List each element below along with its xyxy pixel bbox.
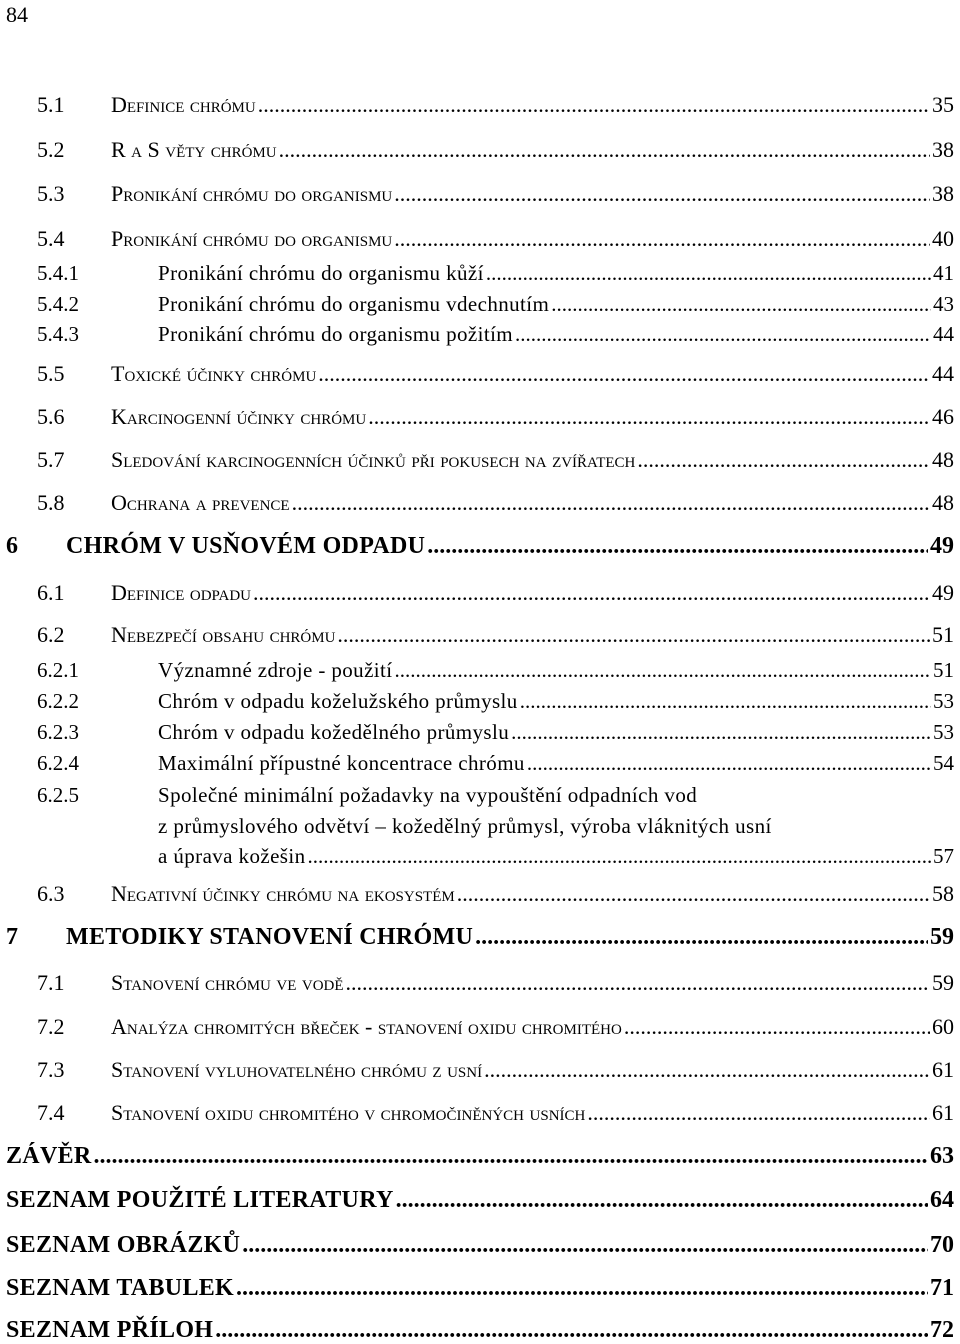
toc-entry[interactable] bbox=[37, 1057, 954, 1083]
toc-leader-dots bbox=[515, 322, 931, 347]
toc-entry-page: 58 bbox=[932, 881, 954, 906]
toc-entry[interactable] bbox=[6, 1232, 954, 1259]
toc-entry[interactable] bbox=[37, 226, 954, 252]
toc-entry[interactable] bbox=[37, 490, 954, 516]
toc-entry-title: Karcinogenní účinky chrómu bbox=[111, 404, 367, 429]
toc-entry-page: 46 bbox=[932, 404, 954, 429]
toc-entry-title: Analýza chromitých břeček - stanovení oxidu chromitého bbox=[111, 1014, 622, 1039]
toc-entry-title-line-2: z průmyslového odvětví – kožedělný průmysl, výroba vláknitých usní bbox=[158, 814, 772, 838]
toc-entry-multiline-end[interactable] bbox=[158, 844, 954, 869]
toc-leader-dots bbox=[368, 404, 930, 430]
toc-leader-dots bbox=[94, 1143, 928, 1170]
toc-leader-dots bbox=[394, 181, 930, 207]
toc-entry[interactable] bbox=[6, 1317, 954, 1344]
toc-leader-dots bbox=[395, 658, 932, 683]
toc-entry-title: R a S věty chrómu bbox=[111, 137, 277, 162]
toc-leader-dots bbox=[551, 292, 931, 317]
toc-entry-title: Definice odpadu bbox=[111, 580, 252, 605]
toc-leader-dots bbox=[236, 1275, 928, 1302]
toc-entry[interactable] bbox=[37, 261, 954, 286]
toc-leader-dots bbox=[427, 533, 928, 560]
toc-entry[interactable] bbox=[6, 924, 954, 951]
toc-entry-page: 61 bbox=[932, 1100, 954, 1125]
toc-entry-page: 48 bbox=[932, 447, 954, 472]
toc-entry-title: SEZNAM TABULEK bbox=[6, 1275, 235, 1301]
toc-entry-number: 6.2 bbox=[37, 622, 65, 647]
toc-entry-page: 53 bbox=[933, 689, 954, 713]
toc-entry-title: Maximální přípustné koncentrace chrómu bbox=[158, 751, 525, 775]
toc-entry-title: Stanovení vyluhovatelného chrómu z usní bbox=[111, 1057, 483, 1082]
toc-entry-title: ZÁVĚR bbox=[6, 1143, 92, 1169]
toc-entry-number: 5.8 bbox=[37, 490, 65, 515]
toc-entry-title: Pronikání chrómu do organismu vdechnutím bbox=[158, 292, 550, 316]
toc-entry-title: METODIKY STANOVENÍ CHRÓMU bbox=[66, 924, 474, 950]
toc-entry-title: SEZNAM POUŽITÉ LITERATURY bbox=[6, 1187, 394, 1213]
toc-entry-title: SEZNAM OBRÁZKŮ bbox=[6, 1232, 241, 1258]
toc-leader-dots bbox=[457, 881, 930, 907]
toc-entry-page: 70 bbox=[930, 1232, 954, 1258]
toc-entry-page: 38 bbox=[932, 137, 954, 162]
toc-entry[interactable] bbox=[37, 970, 954, 996]
toc-entry-page: 60 bbox=[932, 1014, 954, 1039]
toc-leader-dots bbox=[346, 970, 930, 996]
toc-entry-title: Stanovení chrómu ve vodě bbox=[111, 970, 344, 995]
toc-entry-title: Chróm v odpadu koželužského průmyslu bbox=[158, 689, 518, 713]
toc-entry[interactable] bbox=[37, 881, 954, 907]
toc-entry-number: 6.2.3 bbox=[37, 720, 79, 744]
toc-entry-page: 51 bbox=[932, 622, 954, 647]
toc-entry-number: 6.2.1 bbox=[37, 658, 79, 682]
toc-entry-number: 5.3 bbox=[37, 181, 65, 206]
toc-leader-dots bbox=[318, 361, 930, 387]
toc-entry-title-line-1: Společné minimální požadavky na vypouštění odpadních vod bbox=[158, 783, 698, 807]
toc-entry[interactable] bbox=[37, 622, 954, 648]
toc-entry-page: 61 bbox=[932, 1057, 954, 1082]
toc-entry-page: 43 bbox=[933, 292, 954, 316]
page-number: 84 bbox=[6, 2, 28, 27]
toc-entry-page: 41 bbox=[933, 261, 954, 285]
toc-entry-multiline[interactable] bbox=[37, 783, 954, 808]
toc-entry-number: 6.1 bbox=[37, 580, 65, 605]
toc-entry-number: 5.5 bbox=[37, 361, 65, 386]
toc-entry[interactable] bbox=[37, 447, 954, 473]
toc-leader-dots bbox=[587, 1100, 930, 1126]
toc-entry[interactable] bbox=[37, 92, 954, 118]
toc-entry-number: 7.4 bbox=[37, 1100, 65, 1125]
toc-entry-page: 44 bbox=[932, 361, 954, 386]
toc-entry-page: 35 bbox=[932, 92, 954, 117]
toc-leader-dots bbox=[258, 92, 930, 118]
toc-entry-number: 6.2.4 bbox=[37, 751, 79, 775]
toc-entry[interactable] bbox=[37, 1014, 954, 1040]
toc-entry-page: 53 bbox=[933, 720, 954, 744]
toc-leader-dots bbox=[637, 447, 930, 473]
toc-leader-dots bbox=[624, 1014, 930, 1040]
toc-entry-number: 5.4.2 bbox=[37, 292, 79, 316]
toc-entry-page: 54 bbox=[933, 751, 954, 775]
toc-entry-page: 59 bbox=[932, 970, 954, 995]
toc-entry-number: 5.4.1 bbox=[37, 261, 79, 285]
toc-entry[interactable] bbox=[37, 1100, 954, 1126]
toc-entry-number: 6 bbox=[6, 533, 18, 559]
toc-entry-page: 71 bbox=[930, 1275, 954, 1301]
toc-leader-dots bbox=[279, 137, 930, 163]
toc-entry-page: 72 bbox=[930, 1317, 954, 1343]
toc-entry-number: 5.6 bbox=[37, 404, 65, 429]
toc-leader-dots bbox=[242, 1232, 928, 1259]
toc-leader-dots bbox=[308, 844, 931, 869]
toc-entry[interactable] bbox=[6, 1187, 954, 1214]
toc-entry[interactable] bbox=[37, 689, 954, 714]
toc-entry-title: Nebezpečí obsahu chrómu bbox=[111, 622, 336, 647]
toc-entry-title: Negativní účinky chrómu na ekosystém bbox=[111, 881, 455, 906]
toc-entry-number: 5.7 bbox=[37, 447, 65, 472]
toc-entry-number: 5.4 bbox=[37, 226, 65, 251]
toc-entry[interactable] bbox=[37, 137, 954, 163]
toc-entry-title: Pronikání chrómu do organismu požitím bbox=[158, 322, 514, 346]
toc-leader-dots bbox=[215, 1317, 928, 1344]
toc-entry-number: 7.2 bbox=[37, 1014, 65, 1039]
toc-entry-page: 63 bbox=[930, 1143, 954, 1169]
toc-entry[interactable] bbox=[6, 1143, 954, 1170]
toc-entry-title-line-3: a úprava kožešin bbox=[158, 844, 306, 868]
toc-entry-title: Sledování karcinogenních účinků při pokusech na zvířatech bbox=[111, 447, 636, 472]
toc-entry[interactable] bbox=[37, 720, 954, 745]
toc-entry-number: 7.1 bbox=[37, 970, 65, 995]
toc-entry[interactable] bbox=[37, 751, 954, 776]
toc-entry[interactable] bbox=[37, 404, 954, 430]
toc-entry-number: 5.4.3 bbox=[37, 322, 79, 346]
toc-entry[interactable] bbox=[37, 181, 954, 207]
toc-entry-title: SEZNAM PŘÍLOH bbox=[6, 1317, 214, 1343]
toc-entry-title: Toxické účinky chrómu bbox=[111, 361, 317, 386]
toc-entry-title: Chróm v odpadu kožedělného průmyslu bbox=[158, 720, 510, 744]
toc-entry-page: 48 bbox=[932, 490, 954, 515]
toc-entry[interactable] bbox=[37, 580, 954, 606]
toc-entry[interactable] bbox=[37, 658, 954, 683]
toc-entry[interactable] bbox=[6, 1275, 954, 1302]
toc-entry-number: 5.2 bbox=[37, 137, 65, 162]
toc-entry-number: 7 bbox=[6, 924, 18, 950]
toc-leader-dots bbox=[475, 924, 928, 951]
toc-entry-page: 40 bbox=[932, 226, 954, 251]
toc-entry-number: 6.3 bbox=[37, 881, 65, 906]
toc-leader-dots bbox=[511, 720, 931, 745]
toc-entry-page: 59 bbox=[930, 924, 954, 950]
toc-entry-number: 6.2.2 bbox=[37, 689, 79, 713]
toc-entry-title: Významné zdroje - použití bbox=[158, 658, 393, 682]
toc-entry-number: 7.3 bbox=[37, 1057, 65, 1082]
toc-entry-title: Definice chrómu bbox=[111, 92, 256, 117]
toc-entry-number: 5.1 bbox=[37, 92, 65, 117]
toc-leader-dots bbox=[484, 1057, 930, 1083]
toc-entry-page: 51 bbox=[933, 658, 954, 682]
toc-leader-dots bbox=[253, 580, 930, 606]
toc-entry-page: 38 bbox=[932, 181, 954, 206]
toc-leader-dots bbox=[396, 1187, 928, 1214]
toc-leader-dots bbox=[486, 261, 931, 286]
toc-entry-page: 57 bbox=[933, 844, 954, 868]
toc-entry-page: 49 bbox=[930, 533, 954, 559]
toc-leader-dots bbox=[394, 226, 930, 252]
toc-entry-title: Stanovení oxidu chromitého v chromočiněných usních bbox=[111, 1100, 586, 1125]
toc-entry[interactable] bbox=[6, 533, 954, 560]
toc-entry-title: Pronikání chrómu do organismu bbox=[111, 181, 393, 206]
toc-entry-title: Pronikání chrómu do organismu kůží bbox=[158, 261, 484, 285]
toc-entry-title: Ochrana a prevence bbox=[111, 490, 290, 515]
toc-leader-dots bbox=[337, 622, 930, 648]
toc-entry-page: 44 bbox=[933, 322, 954, 346]
toc-leader-dots bbox=[527, 751, 931, 776]
toc-leader-dots bbox=[520, 689, 931, 714]
toc-leader-dots bbox=[292, 490, 930, 516]
toc-entry-page: 49 bbox=[932, 580, 954, 605]
toc-entry-page: 64 bbox=[930, 1187, 954, 1213]
toc-entry[interactable] bbox=[37, 292, 954, 317]
toc-entry-title: Pronikání chrómu do organismu bbox=[111, 226, 393, 251]
toc-entry-number: 6.2.5 bbox=[37, 783, 79, 807]
toc-entry[interactable] bbox=[37, 361, 954, 387]
toc-entry-title: CHRÓM V USŇOVÉM ODPADU bbox=[66, 533, 426, 559]
toc-entry[interactable] bbox=[37, 322, 954, 347]
